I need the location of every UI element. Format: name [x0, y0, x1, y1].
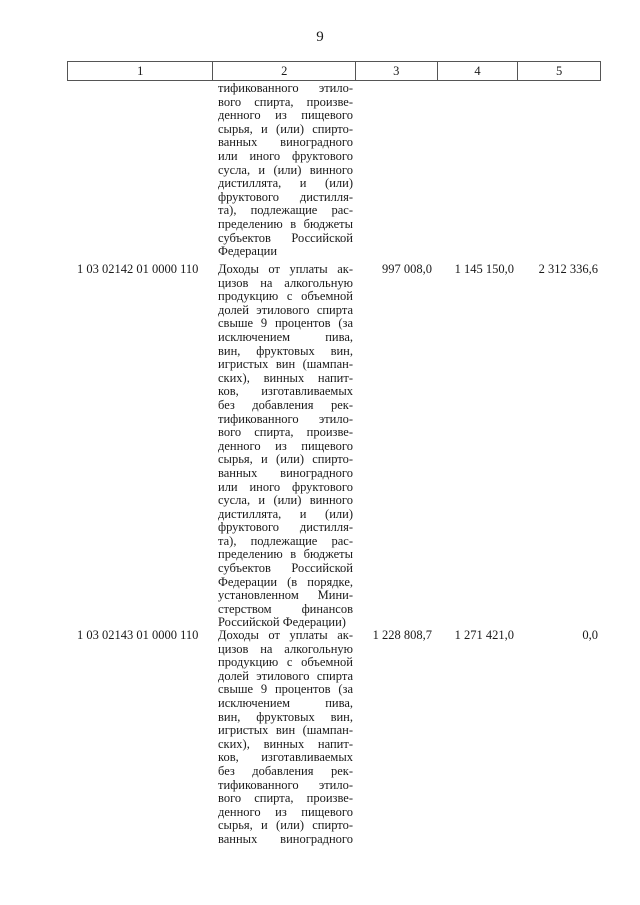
description-line: ков, изготавливаемых: [218, 385, 353, 399]
budget-code: 1 03 02142 01 0000 110: [77, 262, 199, 276]
amount-col5: 0,0: [582, 628, 598, 642]
description-line: свыше 9 процентов (за: [218, 317, 353, 331]
description-line: сырья, и (или) спирто-: [218, 819, 353, 833]
amount-col3: 997 008,0: [382, 262, 432, 276]
column-header-2: 2: [213, 62, 355, 80]
budget-code: 1 03 02143 01 0000 110: [77, 628, 199, 642]
description-line: цизов на алкогольную: [218, 642, 353, 656]
description-line: сырья, и (или) спирто-: [218, 122, 353, 136]
table-row: [67, 629, 601, 847]
description-line: ванных виноградного: [218, 466, 353, 480]
description-line: вого спирта, произве-: [218, 792, 353, 806]
description-line: ванных виноградного: [218, 832, 353, 846]
description-line: вин, фруктовых вин,: [218, 344, 353, 358]
amount-col4: [438, 82, 519, 259]
description-line: без добавления рек-: [218, 764, 353, 778]
amount-col4: 1 271 421,0: [454, 628, 514, 642]
income-description: [213, 263, 356, 630]
description-line: денного из пищевого: [218, 439, 353, 453]
amount-col5: 2 312 336,6: [538, 262, 598, 276]
table-row: [67, 82, 601, 259]
description-line: или иного фруктового: [218, 480, 353, 494]
description-line: та), подлежащие рас-: [218, 534, 353, 548]
description-line: без добавления рек-: [218, 398, 353, 412]
description-line: цизов на алкогольную: [218, 276, 353, 290]
description-line: субъектов Российской: [218, 562, 353, 576]
income-description: [213, 82, 356, 259]
description-line: денного из пищевого: [218, 109, 353, 123]
amount-col3: 1 228 808,7: [372, 628, 432, 642]
description-line: тификованного этило-: [218, 778, 353, 792]
amount-col3: [356, 82, 438, 259]
description-line: установленном Мини-: [218, 589, 353, 603]
description-line: свыше 9 процентов (за: [218, 683, 353, 697]
column-header-4: 4: [438, 62, 519, 80]
description-line: денного из пищевого: [218, 805, 353, 819]
amount-col4: 1 145 150,0: [454, 262, 514, 276]
description-line: игристых вин (шампан-: [218, 724, 353, 738]
description-line: ванных виноградного: [218, 136, 353, 150]
description-line: продукцию с объемной: [218, 656, 353, 670]
column-header-3: 3: [356, 62, 438, 80]
table-row: [67, 263, 601, 630]
column-header-5: 5: [556, 64, 563, 78]
description-line: тификованного этило-: [218, 82, 353, 95]
description-line: пределению в бюджеты: [218, 217, 353, 231]
description-line: сырья, и (или) спирто-: [218, 453, 353, 467]
description-line: субъектов Российской: [218, 231, 353, 245]
description-line: сусла, и (или) винного: [218, 163, 353, 177]
description-line: сусла, и (или) винного: [218, 494, 353, 508]
description-line: дистиллята, и (или): [218, 177, 353, 191]
column-header-1: 1: [68, 62, 213, 80]
description-line: ских), винных напит-: [218, 371, 353, 385]
description-line: пределению в бюджеты: [218, 548, 353, 562]
description-line: Федерации (в порядке,: [218, 575, 353, 589]
description-line: или иного фруктового: [218, 149, 353, 163]
page-number: 9: [316, 29, 324, 45]
description-line: вин, фруктовых вин,: [218, 710, 353, 724]
description-line: вого спирта, произве-: [218, 426, 353, 440]
description-line: игристых вин (шампан-: [218, 358, 353, 372]
description-line: фруктового дистилля-: [218, 521, 353, 535]
income-description: [213, 629, 356, 847]
description-line: исключением пива,: [218, 330, 353, 344]
description-line: дистиллята, и (или): [218, 507, 353, 521]
description-line: тификованного этило-: [218, 412, 353, 426]
description-line: долей этилового спирта: [218, 669, 353, 683]
description-line: ков, изготавливаемых: [218, 751, 353, 765]
budget-code: [67, 82, 213, 259]
description-line: Федерации: [218, 245, 278, 259]
description-line: фруктового дистилля-: [218, 190, 353, 204]
description-line: ских), винных напит-: [218, 737, 353, 751]
description-line: вого спирта, произве-: [218, 95, 353, 109]
description-line: та), подлежащие рас-: [218, 204, 353, 218]
amount-col5: [519, 82, 601, 259]
description-line: продукцию с объемной: [218, 290, 353, 304]
description-line: Доходы от уплаты ак-: [218, 629, 353, 642]
table-header-row: [67, 61, 601, 81]
description-line: долей этилового спирта: [218, 303, 353, 317]
description-line: Доходы от уплаты ак-: [218, 263, 353, 276]
description-line: исключением пива,: [218, 696, 353, 710]
description-line: стерством финансов: [218, 602, 353, 616]
description-line: Российской Федерации): [218, 616, 346, 630]
